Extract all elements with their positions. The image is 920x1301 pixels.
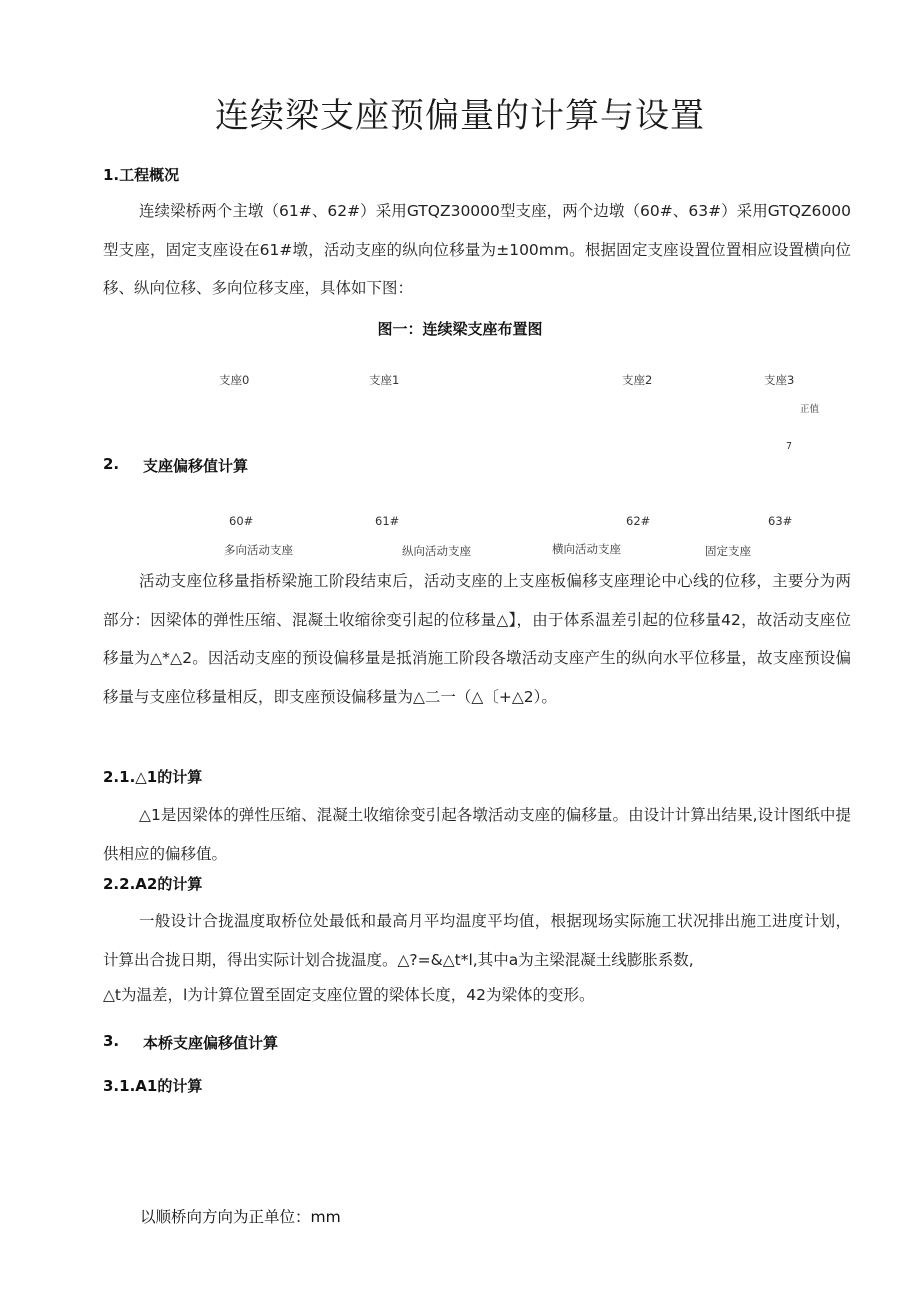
bearing-type-transverse: 横向活动支座 bbox=[552, 542, 621, 556]
figure-caption: 图一：连续梁支座布置图 bbox=[377, 320, 543, 338]
section-1-paragraph: 连续梁桥两个主墩（61#、62#）采用GTQZ30000型支座，两个边墩（60#、63#）采用GTQZ6000型支座，固定支座设在61#墩，活动支座的纵向位移量为±100mm。根据固定支座设置位置相应设置横向位移、纵向位移、多向位移支座，具体如下图： bbox=[103, 202, 851, 297]
section-2-paragraph: 活动支座位移量指桥梁施工阶段结束后，活动支座的上支座板偏移支座理论中心线的位移，主要分为两部分：因梁体的弹性压缩、混凝土收缩徐变引起的位移量△】，由于体系温差引起的位移量42，故活动支座位移量为△*△2。因活动支座的预设偏移量是抵消施工阶段各墩活动支座产生的纵向水平位移量，故支座预设偏移量与支座位移量相反，即支座预设偏移量为△二一（△〔+△2）。 bbox=[103, 572, 851, 706]
bearing-type-longitudinal: 纵向活动支座 bbox=[402, 544, 471, 558]
section-2-2-heading: 2.2.A2的计算 bbox=[103, 875, 203, 893]
section-3-heading: 本桥支座偏移值计算 bbox=[143, 1034, 279, 1052]
section-2-1-paragraph: △1是因梁体的弹性压缩、混凝土收缩徐变引起各墩活动支座的偏移量。由设计计算出结果,设计图纸中提供相应的偏移值。 bbox=[103, 806, 851, 863]
pier-63-label: 63# bbox=[768, 514, 793, 528]
section-2-heading: 支座偏移值计算 bbox=[143, 457, 249, 475]
support-2-label: 支座2 bbox=[622, 373, 653, 387]
support-3-label: 支座3 bbox=[764, 373, 795, 387]
section-2-2-paragraph-continued: △t为温差，l为计算位置至固定支座位置的梁体长度，42为梁体的变形。 bbox=[103, 986, 595, 1004]
unit-note: 以顺桥向方向为正单位：mm bbox=[140, 1208, 341, 1226]
pier-62-label: 62# bbox=[626, 514, 651, 528]
bearing-type-fixed: 固定支座 bbox=[705, 544, 751, 558]
pier-60-label: 60# bbox=[229, 514, 254, 528]
positive-value-label: 正值 bbox=[800, 404, 820, 415]
support-1-label: 支座1 bbox=[369, 373, 400, 387]
section-2-number: 2. bbox=[103, 455, 120, 473]
section-3-1-heading: 3.1.A1的计算 bbox=[103, 1077, 203, 1095]
section-2-1-heading: 2.1.△1的计算 bbox=[103, 768, 203, 786]
section-3-number: 3. bbox=[103, 1032, 120, 1050]
bearing-type-multi: 多向活动支座 bbox=[224, 543, 293, 557]
pier-61-label: 61# bbox=[375, 514, 400, 528]
support-0-label: 支座0 bbox=[219, 373, 250, 387]
section-2-2-paragraph: 一般设计合拢温度取桥位处最低和最高月平均温度平均值，根据现场实际施工状况排出施工进度计划，计算出合拢日期，得出实际计划合拢温度。△?=&△t*l,其中a为主梁混凝土线膨胀系数, bbox=[103, 912, 851, 969]
figure-mark: 7 bbox=[786, 441, 793, 452]
section-1-heading: 1.工程概况 bbox=[103, 166, 180, 184]
page-title: 连续梁支座预偏量的计算与设置 bbox=[215, 96, 705, 136]
